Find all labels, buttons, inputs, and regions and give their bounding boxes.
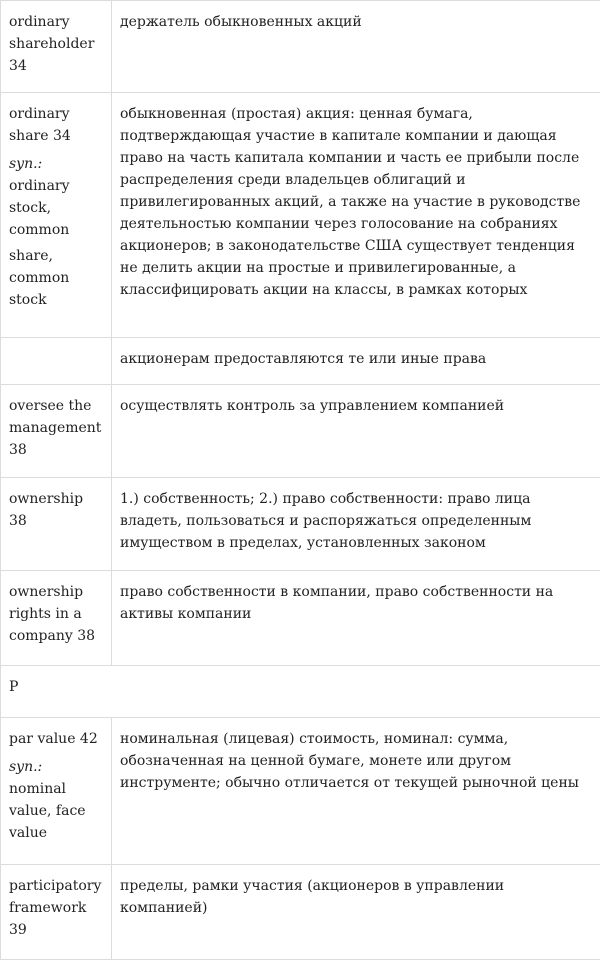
- term-cell: [1, 718, 112, 865]
- synonym-text: share, common stock: [9, 248, 70, 308]
- table-row: [1, 571, 600, 666]
- table-row: [1, 93, 600, 338]
- table-row: [1, 478, 600, 571]
- definition-text: держатель обыкновенных акций: [120, 14, 362, 30]
- term-text: ordinary share 34: [9, 106, 71, 144]
- table-row: [1, 865, 600, 960]
- term-cell: [1, 93, 112, 338]
- term-text: ownership rights in a company 38: [9, 584, 96, 644]
- term-text: par value 42: [9, 731, 98, 747]
- table-row: [1, 718, 600, 865]
- definition-cell: [112, 718, 600, 865]
- synonym-text: ordinary stock, common: [9, 178, 70, 238]
- definition-cell: [112, 338, 600, 385]
- section-letter: P: [9, 679, 19, 695]
- definition-cell: [112, 385, 600, 478]
- definition-cell: [112, 571, 600, 666]
- definition-text: право собственности в компании, право собственности на активы компании: [120, 584, 554, 622]
- definition-text: осуществлять контроль за управлением компанией: [120, 398, 505, 414]
- term-text: oversee the management 38: [9, 398, 102, 458]
- term-cell: [1, 1, 112, 93]
- definition-cell: [112, 478, 600, 571]
- term-cell: [1, 865, 112, 960]
- definition-text: обыкновенная (простая) акция: ценная бумага, подтверждающая участие в капитале компании и дающая право на часть капитала компании и часть ее прибыли после распределения среди владельцев облигаций и привилегированных акций, а также на участие в руководстве деятельностью компании через голосование на собраниях акционеров; в законодательстве США существует тенденция не делить акции на простые и привилегированные, а классифицировать акции на классы, в рамках которых: [120, 106, 581, 298]
- definition-text: акционерам предоставляются те или иные права: [120, 351, 487, 367]
- term-cell: [1, 385, 112, 478]
- table-row: [1, 385, 600, 478]
- term-cell: [1, 478, 112, 571]
- synonym-label: syn.:: [9, 156, 43, 172]
- definition-text: 1.) собственность; 2.) право собственности: право лица владеть, пользоваться и распоряжаться определенным имуществом в пределах, установленных законом: [120, 491, 532, 551]
- synonym-label: syn.:: [9, 759, 43, 775]
- definition-cell: [112, 865, 600, 960]
- synonym-text: nominal value, face value: [9, 781, 86, 841]
- section-row: [1, 666, 600, 718]
- definition-text: номинальная (лицевая) стоимость, номинал: сумма, обозначенная на ценной бумаге, монете или другом инструменте; обычно отличается от текущей рыночной цены: [120, 731, 579, 791]
- table-row: [1, 338, 600, 385]
- definition-cell: [112, 93, 600, 338]
- section-letter-cell: [1, 666, 600, 718]
- definition-cell: [112, 1, 600, 93]
- table-row: [1, 1, 600, 93]
- term-text: ordinary shareholder 34: [9, 14, 95, 74]
- term-cell: [1, 338, 112, 385]
- term-text: ownership 38: [9, 491, 84, 529]
- term-cell: [1, 571, 112, 666]
- term-text: participatory framework 39: [9, 878, 102, 938]
- definition-text: пределы, рамки участия (акционеров в управлении компанией): [120, 878, 505, 916]
